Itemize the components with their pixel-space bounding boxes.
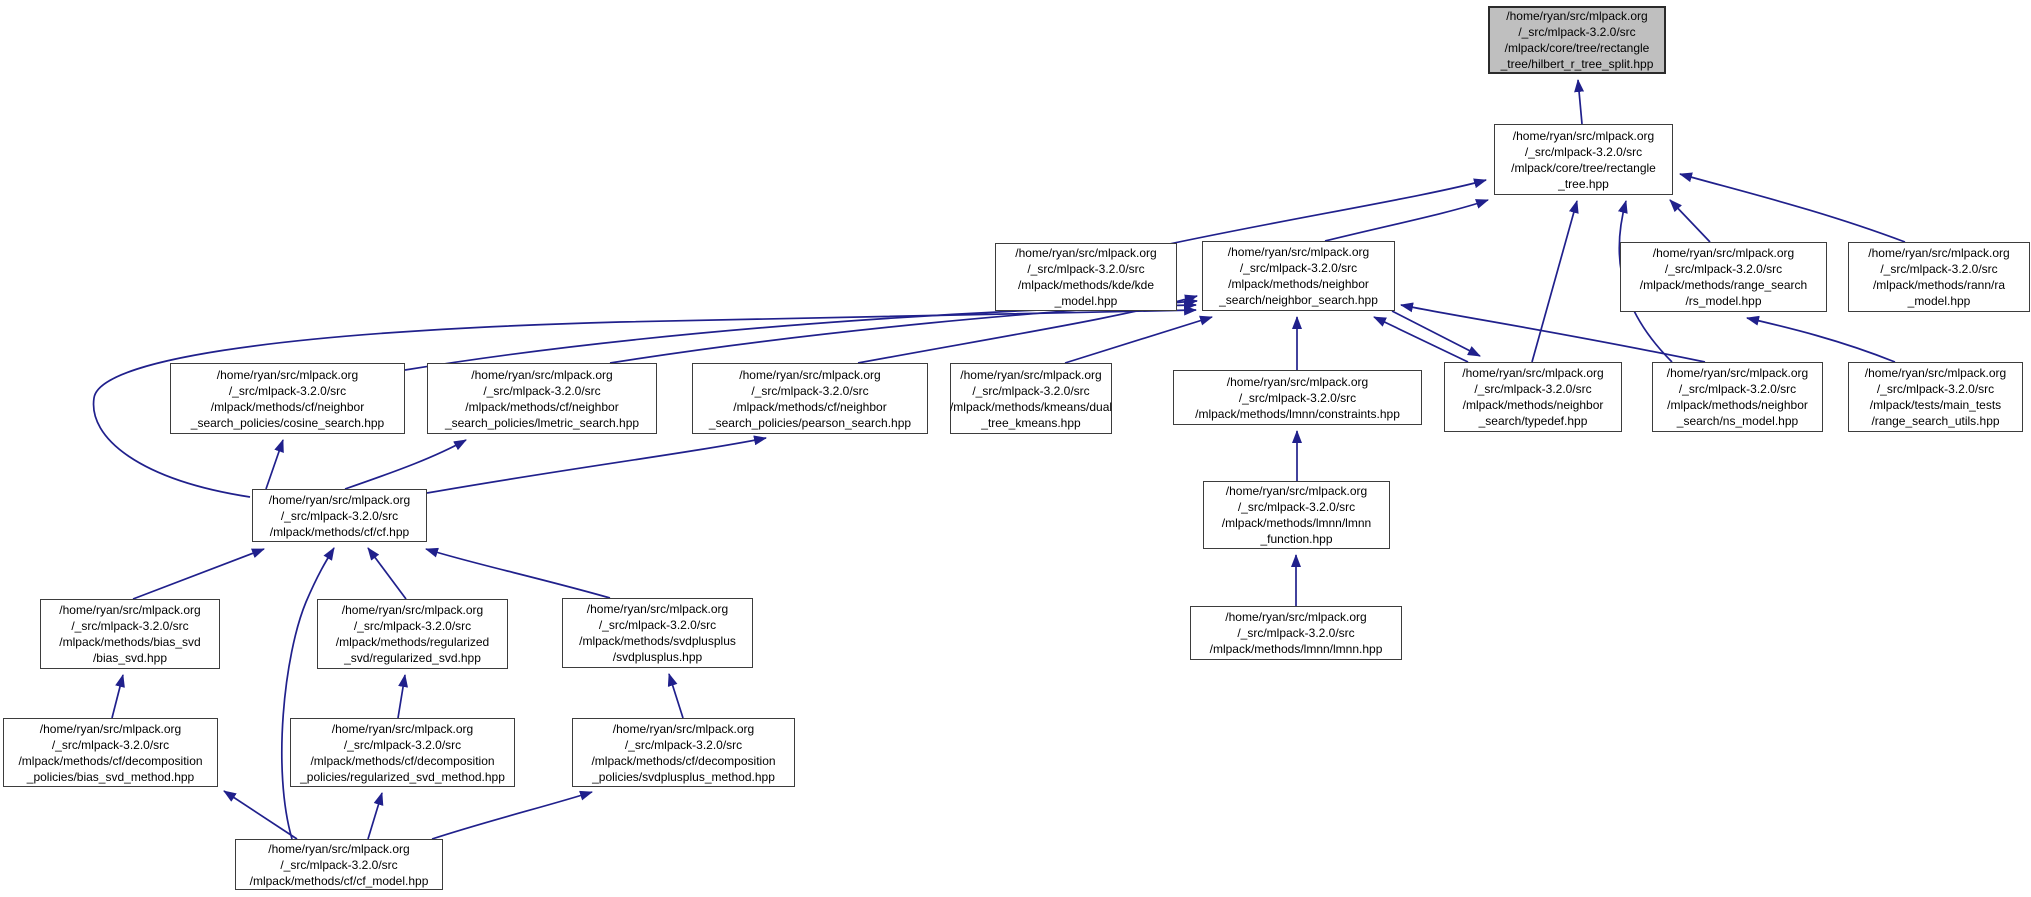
node-label-line: /home/ryan/src/mlpack.org (1652, 246, 1795, 260)
node-label-line: /mlpack/methods/cf/neighbor (465, 399, 619, 414)
node-label-line: /mlpack/core/tree/rectangle (1504, 41, 1650, 55)
node-label-line: /_src/mlpack-3.2.0/src (280, 508, 399, 523)
node-label-line: /mlpack/methods/neighbor (1228, 277, 1369, 291)
node-label-line: /home/ryan/src/mlpack.org (1226, 374, 1369, 389)
graph-node-ns-model[interactable] (1652, 362, 1823, 432)
edge-kde-model-to-rectangle-tree (1160, 180, 1486, 246)
edge-typedef-to-rectangle-tree (1532, 201, 1577, 362)
node-label-line: /range_search_utils.hpp (1871, 414, 2000, 428)
node-label-line: _function.hpp (1260, 532, 1333, 546)
graph-node-lmnn[interactable] (1190, 606, 1402, 660)
graph-node-hilbert-r-tree-split[interactable] (1488, 6, 1666, 74)
edge-svdplusplus-to-cf (426, 549, 610, 598)
node-label-line: /_src/mlpack-3.2.0/src (972, 383, 1090, 398)
node-label-line: /mlpack/methods/regularized (335, 635, 490, 649)
node-label-line: /mlpack/methods/neighbor (1667, 398, 1808, 412)
node-label-line: /bias_svd.hpp (92, 651, 168, 665)
node-label-line: /mlpack/methods/lmnn/constraints.hpp (1195, 406, 1400, 421)
graph-node-cf[interactable] (252, 489, 427, 542)
node-label-line: /_src/mlpack-3.2.0/src (1237, 500, 1356, 514)
node-label-line: _search_policies/lmetric_search.hpp (444, 415, 640, 430)
edge-neighbor-search-to-rectangle-tree (1325, 200, 1488, 241)
node-label-line: /mlpack/methods/kde/kde (1017, 278, 1155, 292)
graph-node-cf-model[interactable] (235, 839, 443, 890)
edge-cosine-search-to-neighbor-search (405, 305, 1196, 370)
edge-cf-to-pearson-search (427, 438, 766, 493)
node-label-line: /home/ryan/src/mlpack.org (1864, 366, 2007, 380)
node-label-line: /mlpack/methods/cf/cf_model.hpp (249, 873, 429, 888)
node-label-line: /rs_model.hpp (1685, 294, 1762, 308)
node-label-line: /mlpack/methods/lmnn/lmnn (1221, 516, 1372, 530)
node-label-line: /_src/mlpack-3.2.0/src (353, 619, 472, 633)
node-label-line: _search/ns_model.hpp (1676, 414, 1799, 428)
node-label-line: /home/ryan/src/mlpack.org (1227, 245, 1370, 259)
node-label-line: /_src/mlpack-3.2.0/src (751, 383, 869, 398)
node-label-line: /mlpack/methods/cf/decomposition (591, 753, 776, 768)
node-label-line: /mlpack/methods/kmeans/dual (949, 399, 1113, 414)
edge-typedef-to-neighbor-search (1374, 317, 1468, 362)
graph-node-range-search-utils[interactable] (1848, 362, 2023, 432)
node-label-line: _search_policies/pearson_search.hpp (708, 415, 912, 430)
graph-node-rs-model[interactable] (1620, 242, 1827, 312)
graph-node-lmetric-search[interactable] (427, 363, 657, 434)
node-label-line: /_src/mlpack-3.2.0/src (280, 857, 398, 872)
node-label-line: /home/ryan/src/mlpack.org (1506, 9, 1648, 23)
edge-regularized-svd-method-to-regularized-svd (398, 675, 405, 718)
node-label-line: _tree_kmeans.hpp (981, 415, 1081, 430)
node-label-line: /_src/mlpack-3.2.0/src (1678, 382, 1797, 396)
node-label-line: _policies/svdplusplus_method.hpp (592, 769, 775, 784)
node-label-line: /home/ryan/src/mlpack.org (586, 602, 729, 616)
node-label-line: /home/ryan/src/mlpack.org (1868, 246, 2010, 260)
node-label-line: _tree/hilbert_r_tree_split.hpp (1500, 57, 1654, 71)
graph-node-cosine-search[interactable] (170, 363, 405, 434)
node-label-line: _search_policies/cosine_search.hpp (190, 415, 385, 430)
node-label-line: /home/ryan/src/mlpack.org (471, 367, 613, 382)
node-label-line: /home/ryan/src/mlpack.org (1225, 484, 1368, 498)
node-label-line: /_src/mlpack-3.2.0/src (228, 383, 347, 398)
node-label-line: /_src/mlpack-3.2.0/src (1027, 262, 1145, 276)
node-label-line: /home/ryan/src/mlpack.org (612, 721, 755, 736)
edge-cf-to-cosine-search (266, 440, 283, 489)
edge-rectangle-tree-to-hilbert-r-tree-split (1578, 80, 1582, 124)
node-label-line: /mlpack/methods/rann/ra (1872, 278, 2006, 292)
edge-svdplusplus-method-to-svdplusplus (669, 674, 683, 718)
node-label-line: _search/typedef.hpp (1478, 414, 1588, 428)
edge-ra-model-to-rectangle-tree (1680, 174, 1905, 242)
node-label-line: /_src/mlpack-3.2.0/src (1239, 261, 1358, 275)
node-label-line: /home/ryan/src/mlpack.org (59, 603, 201, 617)
graph-node-pearson-search[interactable] (692, 363, 928, 434)
node-label-line: /mlpack/methods/cf/cf.hpp (269, 524, 410, 539)
node-label-line: /home/ryan/src/mlpack.org (341, 603, 484, 617)
node-label-line: /home/ryan/src/mlpack.org (39, 721, 182, 736)
node-label-line: /home/ryan/src/mlpack.org (739, 367, 881, 382)
graph-node-regularized-svd[interactable] (317, 599, 508, 669)
graph-node-ra-model[interactable] (1848, 242, 2030, 312)
graph-node-lmnn-function[interactable] (1203, 481, 1390, 549)
node-label-line: _tree.hpp (1558, 176, 1609, 191)
node-label-line: _search/neighbor_search.hpp (1219, 293, 1378, 307)
edge-cf-model-to-svdplusplus-method (432, 792, 592, 839)
node-label-line: /_src/mlpack-3.2.0/src (1518, 25, 1636, 39)
graph-node-regularized-svd-method[interactable] (290, 718, 515, 787)
node-label-line: /_src/mlpack-3.2.0/src (598, 618, 717, 632)
node-label-line: _model.hpp (1907, 294, 1971, 308)
graph-node-rectangle-tree[interactable] (1494, 124, 1673, 195)
edge-neighbor-search-to-typedef (1392, 311, 1480, 356)
node-label-line: /_src/mlpack-3.2.0/src (1474, 382, 1592, 396)
node-label-line: /mlpack/methods/cf/decomposition (18, 753, 203, 768)
edge-cf-model-to-bias-svd-method (224, 791, 297, 839)
node-label-line: /_src/mlpack-3.2.0/src (51, 737, 170, 752)
node-label-line: /_src/mlpack-3.2.0/src (1664, 262, 1783, 276)
node-label-line: /home/ryan/src/mlpack.org (331, 721, 474, 736)
node-label-line: /mlpack/methods/cf/neighbor (210, 399, 365, 414)
node-label-line: /home/ryan/src/mlpack.org (1666, 366, 1809, 380)
edge-range-search-utils-to-rs-model (1747, 318, 1895, 362)
node-label-line: /_src/mlpack-3.2.0/src (483, 383, 601, 398)
graph-node-typedef[interactable] (1444, 362, 1622, 432)
edge-dual-tree-kmeans-to-neighbor-search (1065, 317, 1212, 363)
node-label-line: /_src/mlpack-3.2.0/src (1238, 390, 1357, 405)
edge-cf-model-to-cf (282, 548, 334, 839)
node-label-line: /_src/mlpack-3.2.0/src (1237, 626, 1355, 640)
graph-node-kde-model[interactable] (995, 243, 1177, 311)
node-label-line: /_src/mlpack-3.2.0/src (1524, 144, 1643, 159)
node-label-line: /home/ryan/src/mlpack.org (216, 367, 359, 382)
edge-rs-model-to-rectangle-tree (1670, 200, 1710, 242)
node-label-line: /home/ryan/src/mlpack.org (1015, 246, 1157, 260)
node-label-line: /home/ryan/src/mlpack.org (268, 492, 411, 507)
node-label-line: /mlpack/methods/bias_svd (59, 635, 201, 649)
graph-node-bias-svd-method[interactable] (3, 718, 218, 787)
node-label-line: /mlpack/core/tree/rectangle (1511, 160, 1656, 175)
edge-cf-to-lmetric-search (345, 440, 466, 489)
node-label-line: /mlpack/methods/cf/neighbor (733, 399, 887, 414)
node-label-line: _model.hpp (1054, 294, 1118, 308)
graph-node-svdplusplus-method[interactable] (572, 718, 795, 787)
node-label-line: /_src/mlpack-3.2.0/src (343, 737, 462, 752)
graph-node-neighbor-search[interactable] (1202, 241, 1395, 311)
node-label-line: /mlpack/methods/neighbor (1462, 398, 1604, 412)
node-label-line: /mlpack/methods/lmnn/lmnn.hpp (1209, 642, 1383, 656)
node-label-line: _svd/regularized_svd.hpp (344, 651, 481, 665)
node-label-line: /_src/mlpack-3.2.0/src (624, 737, 743, 752)
edge-ns-model-to-neighbor-search (1401, 305, 1705, 362)
node-label-line: /svdplusplus.hpp (612, 650, 703, 664)
graph-node-constraints[interactable] (1173, 370, 1422, 425)
node-label-line: /_src/mlpack-3.2.0/src (1880, 262, 1998, 276)
graph-node-bias-svd[interactable] (40, 599, 220, 669)
node-label-line: /mlpack/tests/main_tests (1869, 398, 2002, 412)
node-label-line: /mlpack/methods/range_search (1639, 278, 1808, 292)
node-label-line: /_src/mlpack-3.2.0/src (1876, 382, 1995, 396)
node-label-line: /_src/mlpack-3.2.0/src (71, 619, 189, 633)
node-label-line: /home/ryan/src/mlpack.org (1225, 610, 1367, 624)
node-label-line: /mlpack/methods/cf/decomposition (310, 753, 495, 768)
node-label-line: /home/ryan/src/mlpack.org (1462, 366, 1604, 380)
edge-regularized-svd-to-cf (368, 548, 406, 599)
edge-bias-svd-to-cf (133, 549, 264, 599)
graph-node-svdplusplus[interactable] (562, 598, 753, 668)
node-label-line: /home/ryan/src/mlpack.org (1512, 128, 1655, 143)
edge-cf-model-to-regularized-svd-method (368, 793, 382, 839)
node-label-line: _policies/regularized_svd_method.hpp (300, 769, 505, 784)
node-label-line: /home/ryan/src/mlpack.org (960, 367, 1102, 382)
node-label-line: /mlpack/methods/svdplusplus (579, 634, 736, 648)
edge-bias-svd-method-to-bias-svd (112, 675, 123, 718)
graph-node-dual-tree-kmeans[interactable] (950, 363, 1112, 434)
node-label-line: /home/ryan/src/mlpack.org (268, 841, 410, 856)
node-label-line: _policies/bias_svd_method.hpp (26, 769, 195, 784)
